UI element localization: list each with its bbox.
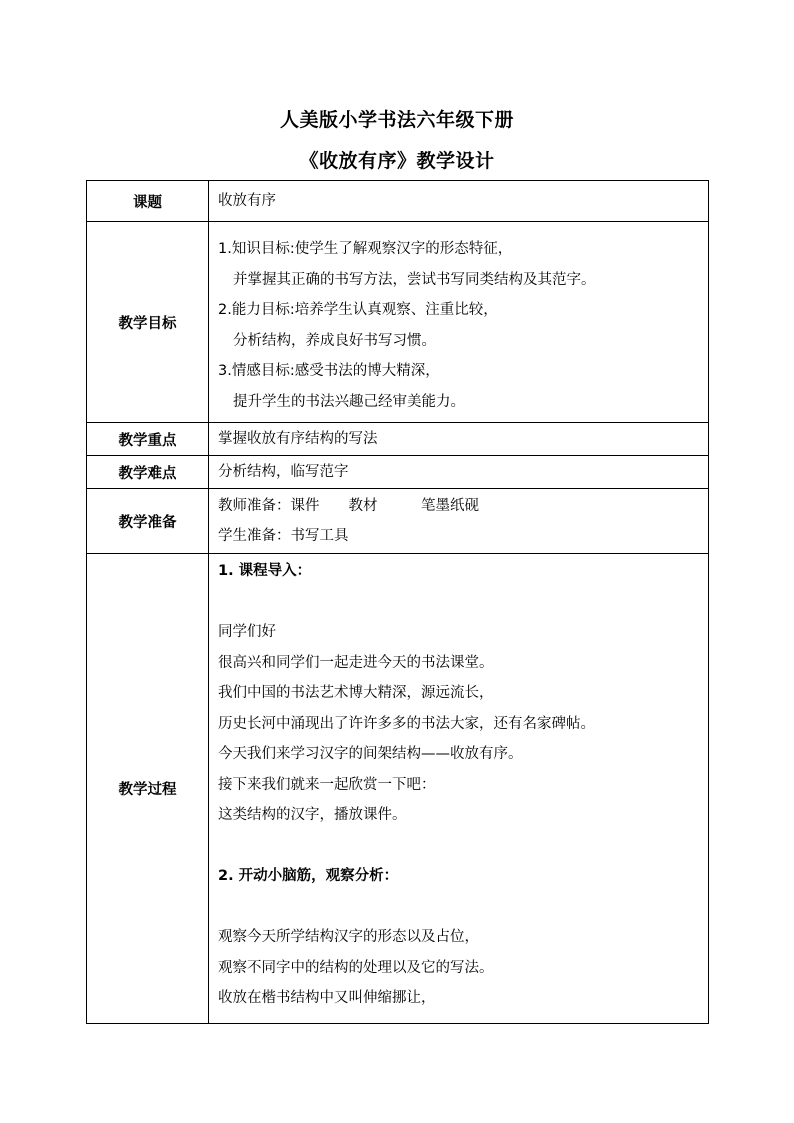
process-line: 观察今天所学结构汉字的形态以及占位， [218,929,479,945]
objectives-cell [209,222,709,423]
process-line: 历史长河中涌现出了许许多多的书法大家，还有名家碑帖。 [218,715,595,732]
key-points-label: 教学重点 [87,423,209,456]
process-line: 收放在楷书结构中又叫伸缩挪让， [218,990,436,1006]
spacer [218,587,708,618]
topic-label: 课题 [87,181,209,222]
lesson-plan-table [86,180,709,1024]
preparation-cell [209,489,709,554]
objectives-label: 教学目标 [87,222,209,423]
document-title: 人美版小学书法六年级下册 [279,109,514,131]
section-heading-analysis: 2. 开动小脑筋，观察分析： [218,868,399,884]
spacer [218,831,708,862]
preparation-label: 教学准备 [87,489,209,554]
topic-value: 收放有序 [218,192,276,209]
topic-value-cell [209,181,709,222]
student-preparation: 学生准备：书写工具 [218,528,349,544]
objective-line: 并掌握其正确的书写方法，尝试书写同类结构及其范字。 [233,271,596,288]
process-line: 很高兴和同学们一起走进今天的书法课堂。 [218,654,494,671]
process-line: 今天我们来学习汉字的间架结构——收放有序。 [218,746,523,762]
objective-line: 分析结构，养成良好书写习惯。 [233,332,436,349]
difficulties-label: 教学难点 [87,456,209,489]
row-preparation [87,489,709,554]
process-cell [209,554,709,1024]
key-points-cell [209,423,709,456]
process-line: 接下来我们就来一起欣赏一下吧： [218,776,436,793]
document-subtitle: 《收放有序》教学设计 [299,150,495,172]
spacer [218,892,708,923]
difficulties-value: 分析结构，临写范字 [218,463,349,480]
process-line: 我们中国的书法艺术博大精深，源远流长， [218,685,494,701]
key-points-value: 掌握收放有序结构的写法 [218,430,378,447]
section-heading-intro: 1. 课程导入： [218,563,312,579]
objective-line: 提升学生的书法兴趣己经审美能力。 [233,393,465,410]
row-topic [87,181,709,222]
objective-line: 2.能力目标:培养学生认真观察、注重比较， [218,302,498,318]
objective-line: 3.情感目标:感受书法的博大精深， [218,363,440,379]
objective-line: 1.知识目标:使学生了解观察汉字的形态特征， [218,241,513,257]
process-line: 同学们好 [218,624,276,640]
row-key-points [87,423,709,456]
row-process [87,554,709,1024]
teacher-preparation: 教师准备：课件 教材 笔墨纸砚 [218,497,479,514]
row-difficulties [87,456,709,489]
process-line: 这类结构的汉字，播放课件。 [218,807,407,823]
process-label: 教学过程 [87,554,209,1024]
row-objectives [87,222,709,423]
difficulties-cell [209,456,709,489]
process-line: 观察不同字中的结构的处理以及它的写法。 [218,959,494,976]
